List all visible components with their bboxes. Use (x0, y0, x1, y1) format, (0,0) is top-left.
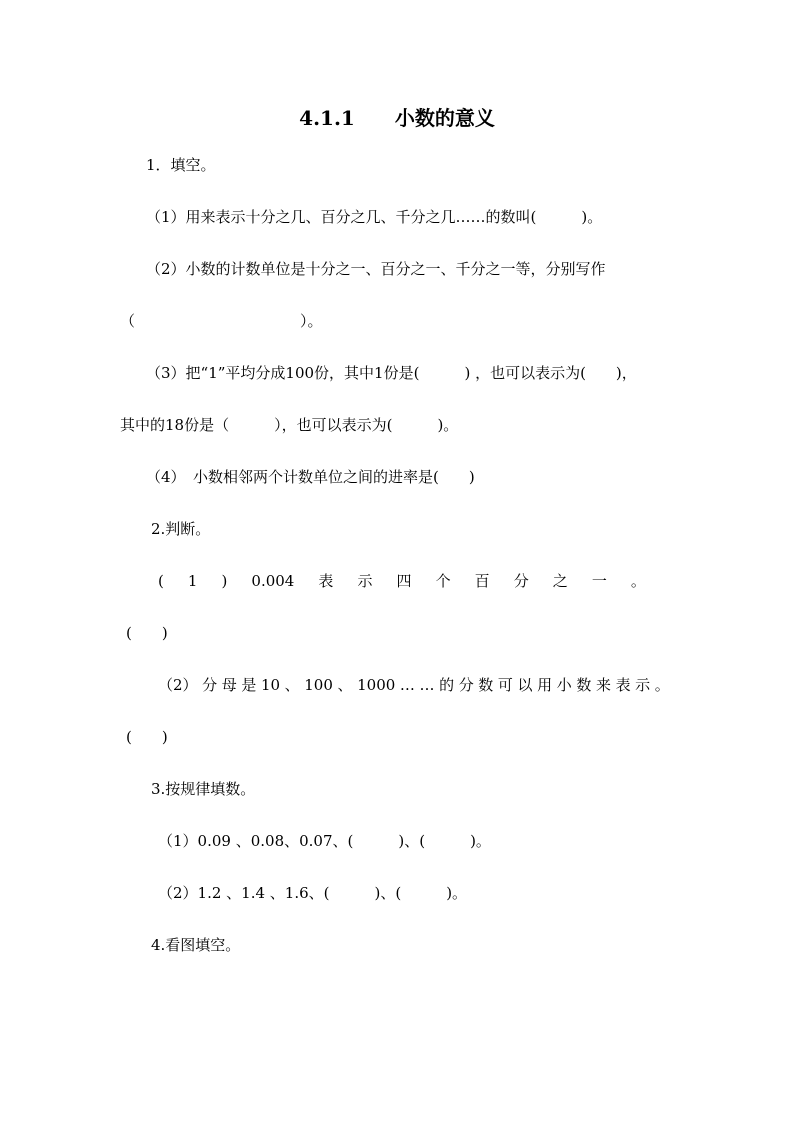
text-fragment: 。 (630, 572, 646, 590)
text-fragment: 示 (635, 676, 651, 694)
judgment-2 (158, 675, 670, 695)
judgment-1-answer: ( ) (126, 624, 168, 642)
text-fragment: 1 (187, 572, 198, 590)
text-fragment: 表 (318, 572, 334, 590)
text-fragment: 小 (556, 676, 572, 694)
text-fragment: 0.004 (251, 572, 295, 590)
text-fragment: 以 (517, 676, 533, 694)
text-fragment: 的 (439, 676, 455, 694)
judgment-1 (158, 571, 646, 591)
sequence-2: （2）1.2 、1.4 、1.6、( )、( )。 (158, 884, 468, 902)
text-fragment: 是 (241, 676, 257, 694)
text-fragment: 四 (396, 572, 412, 590)
text-fragment: ) (221, 572, 228, 590)
text-fragment: 可 (497, 676, 513, 694)
text-fragment: 表 (615, 676, 631, 694)
question-1-3: （3）把“1”平均分成100份，其中1份是( ) ，也可以表示为( )， (146, 364, 637, 382)
text-fragment: 数 (478, 676, 494, 694)
sequence-1: （1）0.09 、0.08、0.07、( )、( )。 (158, 832, 491, 850)
question-1-1: （1）用来表示十分之几、百分之几、千分之几……的数叫( )。 (146, 208, 603, 226)
text-fragment: 。 (654, 676, 670, 694)
text-fragment: ( (158, 572, 164, 590)
text-fragment: 100 (304, 676, 333, 694)
section-4-heading: 4.看图填空。 (151, 936, 241, 954)
text-fragment: （2） (158, 676, 198, 694)
section-1-heading: 1．填空。 (146, 156, 216, 174)
text-fragment: 1000 (357, 676, 396, 694)
question-1-2-blank: （ ）。 (120, 312, 323, 330)
question-1-2: （2）小数的计数单位是十分之一、百分之一、千分之一等，分别写作 (146, 260, 606, 278)
text-fragment: 10 (260, 676, 281, 694)
text-fragment: 示 (357, 572, 373, 590)
question-1-4: （4） 小数相邻两个计数单位之间的进率是( ) (146, 468, 475, 486)
text-fragment: 之 (552, 572, 568, 590)
text-fragment: 用 (537, 676, 553, 694)
section-3-heading: 3.按规律填数。 (151, 780, 256, 798)
text-fragment: 母 (221, 676, 237, 694)
text-fragment: 分 (458, 676, 474, 694)
text-fragment: 个 (435, 572, 451, 590)
question-1-3-continued: 其中的18份是（ ），也可以表示为( )。 (120, 416, 459, 434)
text-fragment: 、 (284, 676, 300, 694)
text-fragment: 分 (513, 572, 529, 590)
page-title: 4.1.1 小数的意义 (299, 106, 495, 130)
text-fragment: 、 (337, 676, 353, 694)
text-fragment: … (399, 676, 415, 694)
text-fragment: 百 (474, 572, 490, 590)
text-fragment: 分 (202, 676, 218, 694)
text-fragment: 一 (591, 572, 607, 590)
judgment-2-answer: ( ) (126, 728, 168, 746)
text-fragment: 来 (595, 676, 611, 694)
text-fragment: … (419, 676, 435, 694)
section-2-heading: 2.判断。 (151, 520, 211, 538)
text-fragment: 数 (576, 676, 592, 694)
